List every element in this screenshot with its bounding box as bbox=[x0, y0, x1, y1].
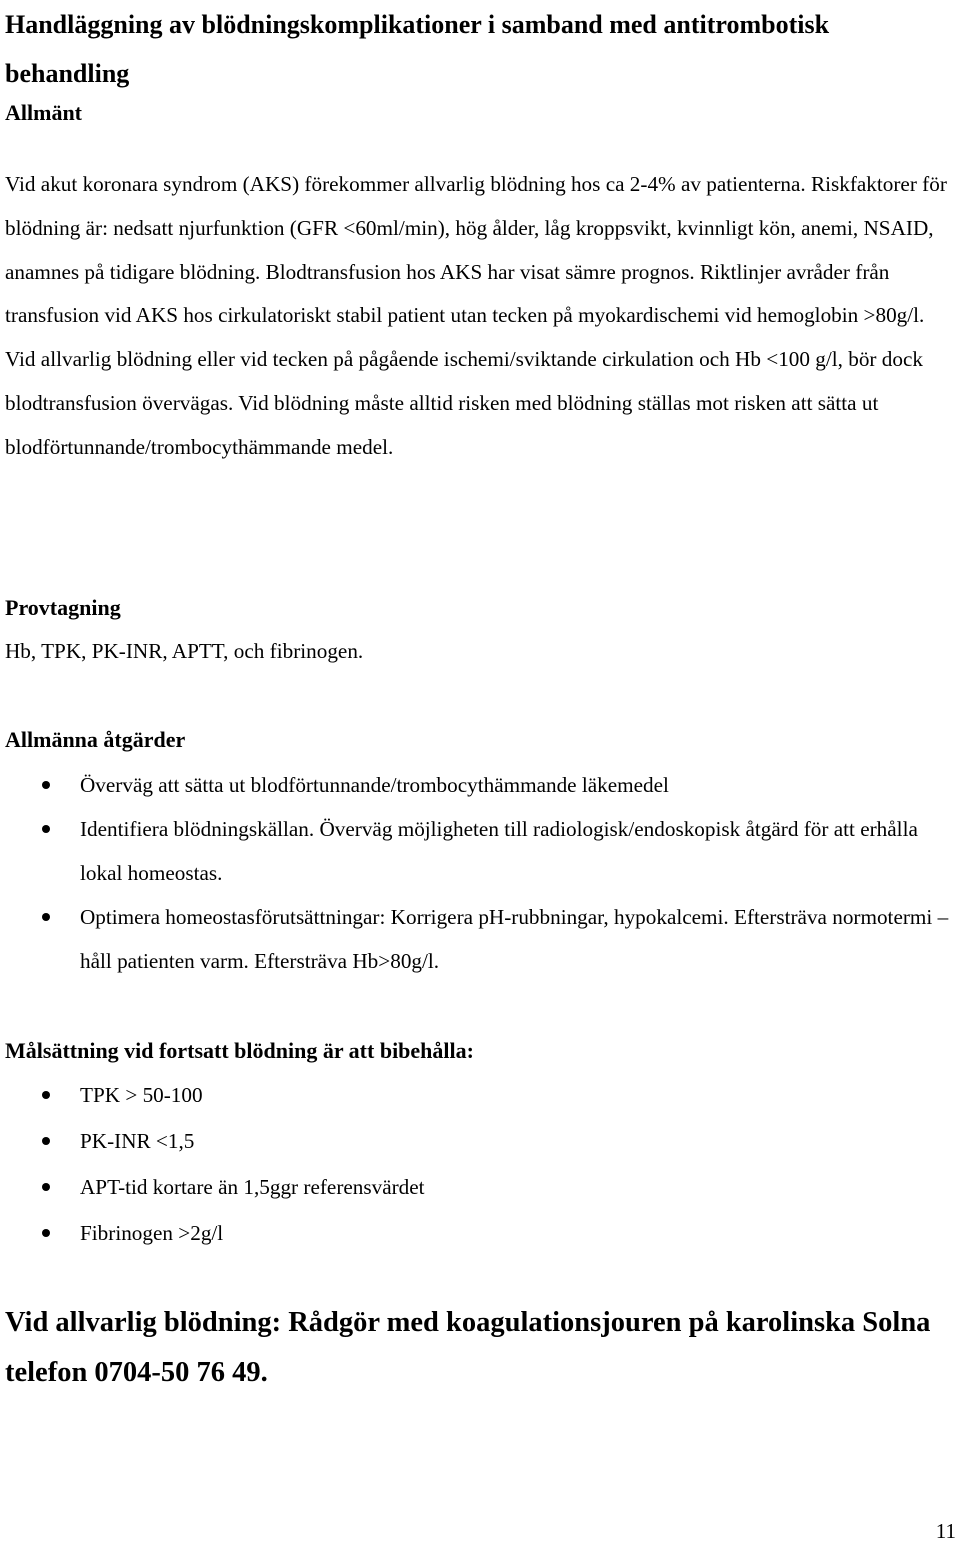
sampling-paragraph: Hb, TPK, PK-INR, APTT, och fibrinogen. bbox=[5, 639, 364, 663]
section-heading-goals: Målsättning vid fortsatt blödning är att bibehålla: bbox=[5, 1038, 474, 1063]
list-item-text: Identifiera blödningskällan. Överväg möjligheten till radiologisk/endoskopisk åtgärd för att erhålla lokal homeostas. bbox=[80, 817, 918, 885]
bullet-icon bbox=[42, 1183, 50, 1191]
measures-list bbox=[5, 763, 950, 983]
list-item-text: Optimera homeostasförutsättningar: Korrigera pH-rubbningar, hypokalcemi. Eftersträva normotermi – håll patienten varm. Eftersträva Hb>80g/l. bbox=[80, 905, 949, 973]
list-item-text: Fibrinogen >2g/l bbox=[80, 1221, 224, 1245]
list-item bbox=[5, 1073, 950, 1117]
list-item bbox=[5, 895, 950, 983]
bullet-icon bbox=[42, 781, 50, 789]
page-number: 11 bbox=[935, 1519, 956, 1543]
list-item bbox=[5, 763, 950, 807]
general-paragraph: Vid akut koronara syndrom (AKS) förekommer allvarlig blödning hos ca 2-4% av patienterna. Riskfaktorer för blödning är: nedsatt njurfunktion (GFR <60ml/min), hög ålder, låg kroppsvikt, kvinnligt kön, anemi, NSAID, anamnes på tidigare blödning. Blodtransfusion hos AKS har visat sämre prognos. Riktlinjer avråder från transfusion vid AKS hos cirkulatoriskt stabil patient utan tecken på myokardischemi vid hemoglobin >80g/l. Vid allvarlig blödning eller vid tecken på pågående ischemi/sviktande cirkulation och Hb <100 g/l, bör dock blodtransfusion övervägas. Vid blödning måste alltid risken med blödning ställas mot risken att sätta ut blodförtunnande/trombocythämmande medel. bbox=[5, 172, 947, 459]
list-item-text: PK-INR <1,5 bbox=[80, 1129, 195, 1153]
list-item-text: Överväg att sätta ut blodförtunnande/trombocythämmande läkemedel bbox=[80, 773, 669, 797]
section-heading-sampling: Provtagning bbox=[5, 595, 121, 620]
bullet-icon bbox=[42, 1229, 50, 1237]
section-heading-measures: Allmänna åtgärder bbox=[5, 727, 186, 752]
goals-list bbox=[5, 1073, 950, 1257]
document-title: Handläggning av blödningskomplikationer i samband med antitrombotisk behandling bbox=[5, 10, 830, 88]
list-item-text: TPK > 50-100 bbox=[80, 1083, 203, 1107]
emergency-callout: Vid allvarlig blödning: Rådgör med koagulationsjouren på karolinska Solna telefon 0704-50 76 49. bbox=[5, 1307, 931, 1388]
list-item bbox=[5, 1165, 950, 1209]
bullet-icon bbox=[42, 1091, 50, 1099]
list-item bbox=[5, 1119, 950, 1163]
list-item bbox=[5, 807, 950, 895]
list-item bbox=[5, 1211, 950, 1255]
section-heading-general: Allmänt bbox=[5, 100, 82, 125]
bullet-icon bbox=[42, 913, 50, 921]
list-item-text: APT-tid kortare än 1,5ggr referensvärdet bbox=[80, 1175, 425, 1199]
bullet-icon bbox=[42, 1137, 50, 1145]
bullet-icon bbox=[42, 825, 50, 833]
